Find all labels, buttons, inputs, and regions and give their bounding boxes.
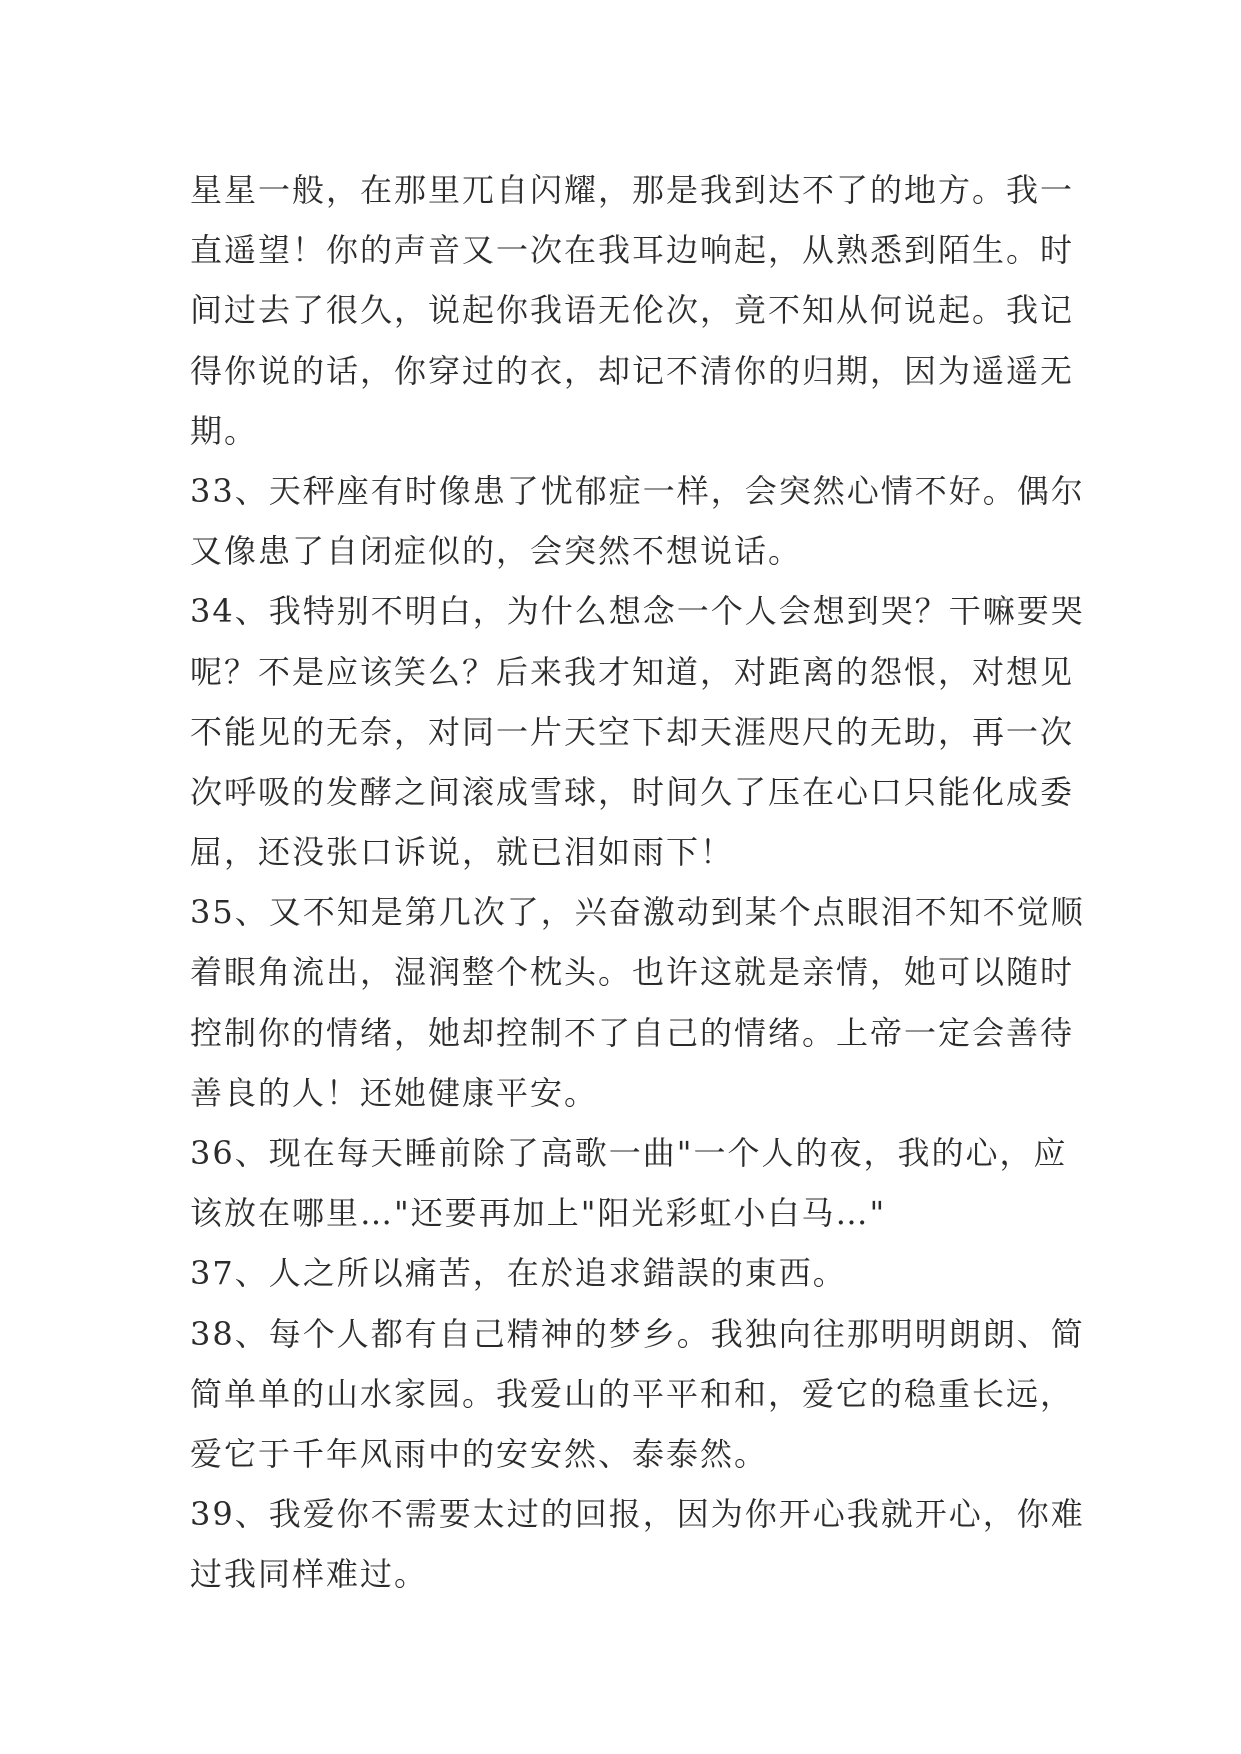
text-line: 控制你的情绪，她却控制不了自己的情绪。上帝一定会善待 [190, 1013, 1075, 1052]
text-line: 得你说的话，你穿过的衣，却记不清你的归期，因为遥遥无 [190, 351, 1075, 390]
text-line: 简单单的山水家园。我爱山的平平和和，爱它的稳重长远， [190, 1374, 1075, 1413]
text-line: 33、天秤座有时像患了忧郁症一样，会突然心情不好。偶尔 [190, 471, 1085, 510]
text-line: 间过去了很久，说起你我语无伦次，竟不知从何说起。我记 [190, 291, 1075, 330]
text-line: 又像患了自闭症似的，会突然不想说话。 [190, 532, 803, 571]
text-line: 该放在哪里…"还要再加上"阳光彩虹小白马…" [190, 1194, 887, 1233]
text-line: 35、又不知是第几次了，兴奋激动到某个点眼泪不知不觉顺 [190, 893, 1085, 932]
text-line: 善良的人！还她健康平安。 [190, 1073, 599, 1112]
text-line: 星星一般，在那里兀自闪耀，那是我到达不了的地方。我一 [190, 171, 1075, 209]
text-line: 36、现在每天睡前除了高歌一曲"一个人的夜，我的心，应 [190, 1134, 1068, 1172]
text-line: 直遥望！你的声音又一次在我耳边响起，从熟悉到陌生。时 [190, 231, 1075, 270]
text-line: 38、每个人都有自己精神的梦乡。我独向往那明明朗朗、简 [190, 1314, 1085, 1353]
text-line: 不能见的无奈，对同一片天空下却天涯咫尺的无助，再一次 [190, 712, 1075, 751]
text-line: 呢？不是应该笑么？后来我才知道，对距离的怨恨，对想见 [190, 652, 1075, 691]
document-body [190, 160, 1085, 1605]
text-line: 期。 [190, 411, 259, 450]
text-line: 过我同样难过。 [190, 1555, 429, 1594]
text-line: 屈，还没张口诉说，就已泪如雨下！ [190, 833, 735, 872]
text-line: 34、我特别不明白，为什么想念一个人会想到哭？干嘛要哭 [190, 592, 1085, 631]
text-line: 37、人之所以痛苦，在於追求錯誤的東西。 [190, 1254, 847, 1293]
text-line: 39、我爱你不需要太过的回报，因为你开心我就开心，你难 [190, 1495, 1085, 1534]
text-line: 爱它于千年风雨中的安安然、泰泰然。 [190, 1434, 769, 1473]
text-line: 次呼吸的发酵之间滚成雪球，时间久了压在心口只能化成委 [190, 772, 1075, 811]
text-line: 着眼角流出，湿润整个枕头。也许这就是亲情，她可以随时 [190, 953, 1075, 992]
